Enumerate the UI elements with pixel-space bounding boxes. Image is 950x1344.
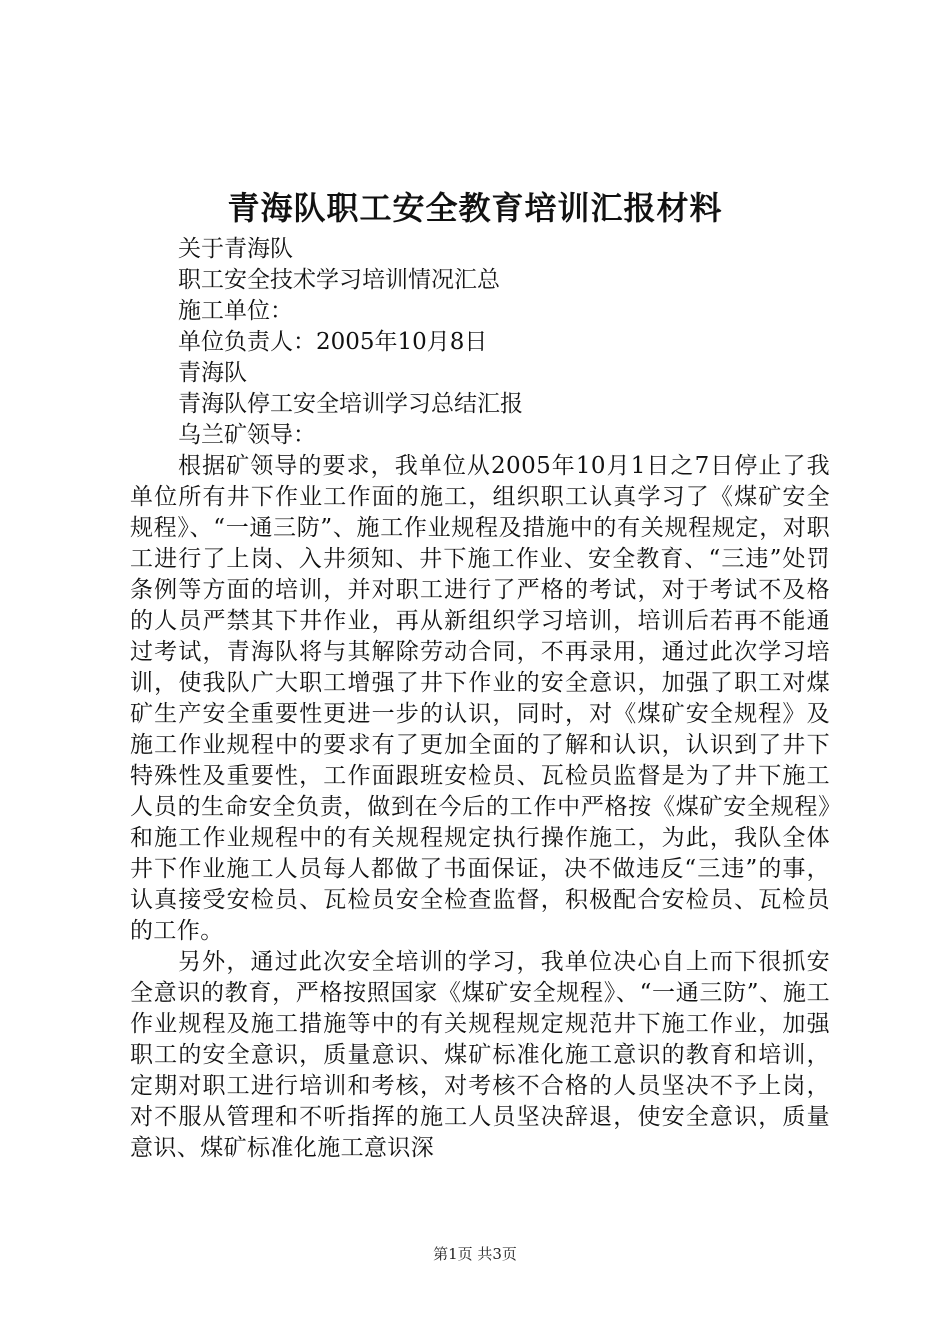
body-paragraph-2: 另外，通过此次安全培训的学习，我单位决心自上而下很抓安全意识的教育，严格按照国家《煤矿安全规程》、“一通三防”、施工作业规程及施工措施等中的有关规程规定规范井下施工作业，加强职工的安全意识，质量意识、煤矿标准化施工意识的教育和培训，定期对职工进行培训和考核，对考核不合格的人员坚决不予上岗，对不服从管理和不听指挥的施工人员坚决辞退，使安全意识，质量意识、煤矿标准化施工意识深 (130, 949, 830, 1161)
meta-line-subject: 职工安全技术学习培训情况汇总 (178, 267, 500, 293)
meta-line-team: 青海队 (178, 360, 247, 386)
document-body (130, 234, 830, 1164)
meta-line-responsible-date: 单位负责人：2005年10月8日 (178, 329, 488, 355)
meta-line-unit: 施工单位： (178, 298, 293, 324)
page-footer: 第1页 共3页 (433, 1245, 517, 1263)
meta-line-salutation: 乌兰矿领导： (178, 422, 316, 448)
document-title: 青海队职工安全教育培训汇报材料 (227, 189, 723, 227)
body-paragraph-1: 根据矿领导的要求，我单位从2005年10月1日之7日停止了我单位所有井下作业工作面的施工，组织职工认真学习了《煤矿安全规程》、“一通三防”、施工作业规程及措施中的有关规程规定，对职工进行了上岗、入井须知、井下施工作业、安全教育、“三违”处罚条例等方面的培训，并对职工进行了严格的考试，对于考试不及格的人员严禁其下井作业，再从新组织学习培训，培训后若再不能通过考试，青海队将与其解除劳动合同，不再录用，通过此次学习培训，使我队广大职工增强了井下作业的安全意识，加强了职工对煤矿生产安全重要性更进一步的认识，同时，对《煤矿安全规程》及施工作业规程中的要求有了更加全面的了解和认识，认识到了井下特殊性及重要性，工作面跟班安检员、瓦检员监督是为了井下施工人员的生命安全负责，做到在今后的工作中严格按《煤矿安全规程》和施工作业规程中的有关规程规定执行操作施工，为此，我队全体井下作业施工人员每人都做了书面保证，决不做违反“三违”的事，认真接受安检员、瓦检员安全检查监督，积极配合安检员、瓦检员的工作。 (130, 453, 830, 944)
meta-line-about: 关于青海队 (178, 236, 293, 262)
meta-line-report-title: 青海队停工安全培训学习总结汇报 (178, 391, 523, 417)
